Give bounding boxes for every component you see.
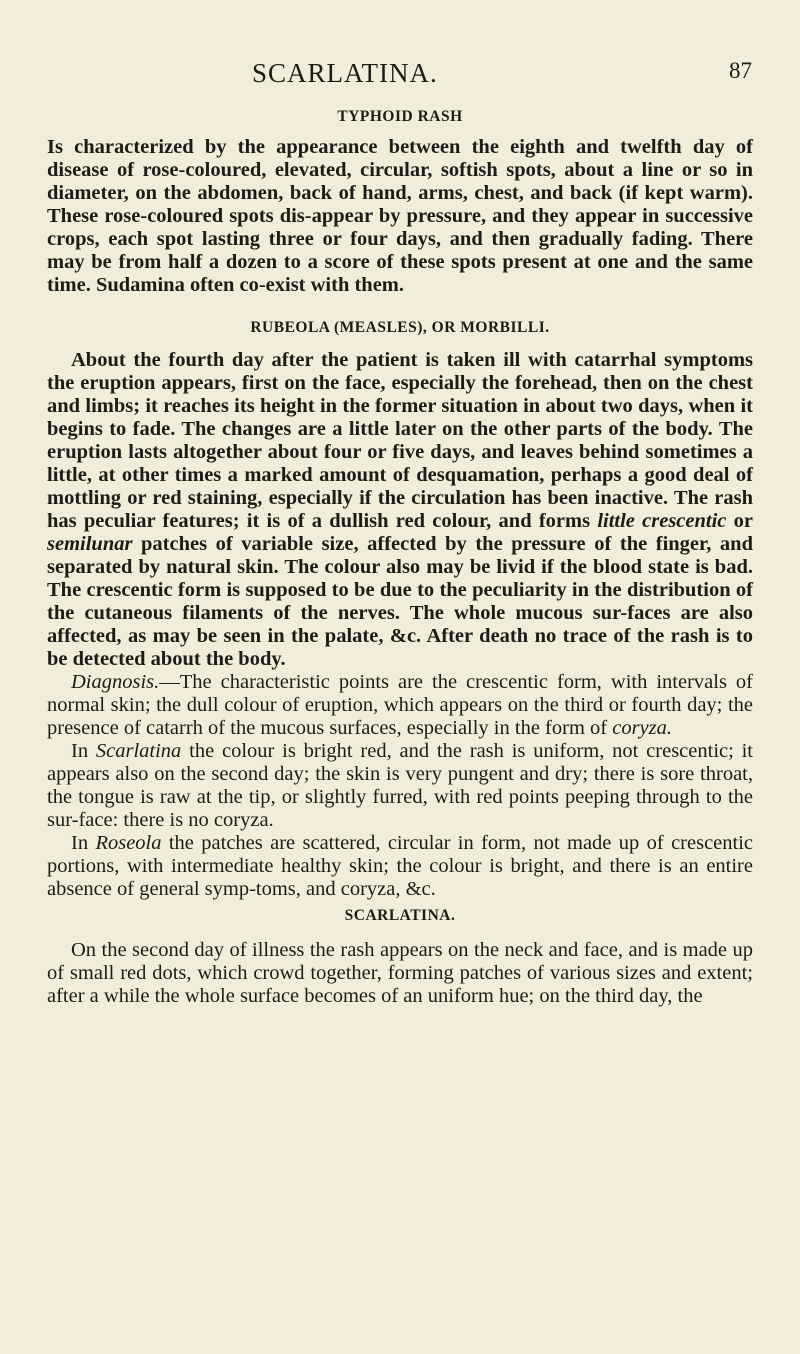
scarlatina-compare-paragraph [47,740,753,832]
rubeola-text-a: About the fourth day after the patient is taken ill with catarrhal symptoms the eruption appears, first on the face, especially the forehead, then on the chest and limbs; it reaches its height in the former situation in about two days, when it begins to fade. The changes are a little later on the other parts of the body. The eruption lasts altogether about four or five days, and leaves behind sometimes a little, at other times a marked amount of desquamation, perhaps a good deal of mottling or red staining, especially if the circulation has been inactive. The rash has peculiar features; it is of a dullish red colour, and forms [47,349,753,532]
scarlatina-compare-term: Scarlatina [95,740,182,762]
roseola-paragraph [47,832,753,901]
heading-scarlatina: SCARLATINA. [344,907,456,924]
roseola-text: the patches are scattered, circular in form, not made up of crescentic portions, with intermediate healthy skin; the colour is bright, and there is an entire absence of general symp-toms, and coryza, &c. [47,832,754,900]
rubeola-text-b: or [726,510,754,532]
running-title: SCARLATINA. [252,58,438,88]
scarlatina-compare-lead: In [71,740,96,762]
rubeola-em-semilunar: semilunar [47,533,133,555]
rubeola-paragraph [47,349,753,671]
diagnosis-label: Diagnosis. [71,671,160,693]
typhoid-paragraph: Is characterized by the appearance between the eighth and twelfth day of disease of rose-coloured, elevated, circular, softish spots, about a line or so in diameter, on the abdomen, back of hand, arms, chest, and back (if kept warm). These rose-coloured spots dis-appear by pressure, and they appear in successive crops, each spot lasting three or four days, and then gradually fading. There may be from half a dozen to a score of these spots present at one and the same time. Sudamina often co-exist with them. [47,136,753,296]
roseola-term: Roseola [95,832,162,854]
diagnosis-coryza: coryza. [612,717,673,739]
scarlatina-compare-text: the colour is bright red, and the rash is uniform, not crescentic; it appears also on the second day; the skin is very pungent and dry; there is sore throat, the tongue is raw at the tip, or slightly furred, with red points peeping through to the sur-face: there is no coryza. [47,740,754,831]
scarlatina-paragraph: On the second day of illness the rash appears on the neck and face, and is made up of small red dots, which crowd together, forming patches of various sizes and extent; after a while the whole surface becomes of an uniform hue; on the third day, the [47,939,753,1007]
heading-typhoid-rash: TYPHOID RASH [337,108,463,125]
page-number: 87 [729,58,752,83]
diagnosis-paragraph [47,671,753,740]
rubeola-text-c: patches of variable size, affected by the pressure of the finger, and separated by natural skin. The colour also may be livid if the blood state is bad. The crescentic form is supposed to be due to the peculiarity in the distribution of the cutaneous filaments of the nerves. The whole mucous sur-faces are also affected, as may be seen in the palate, &c. After death no trace of the rash is to be detected about the body. [47,533,753,670]
page-content [47,108,753,1008]
roseola-lead: In [71,832,96,854]
running-head [0,58,800,88]
heading-rubeola: RUBEOLA (MEASLES), OR MORBILLI. [250,319,550,336]
diagnosis-text: —The characteristic points are the crescentic form, with intervals of normal skin; the dull colour of eruption, which appears on the third or fourth day; the presence of catarrh of the mucous surfaces, especially in the form of [47,671,753,739]
rubeola-em-crescentic: little crescentic [597,510,727,532]
